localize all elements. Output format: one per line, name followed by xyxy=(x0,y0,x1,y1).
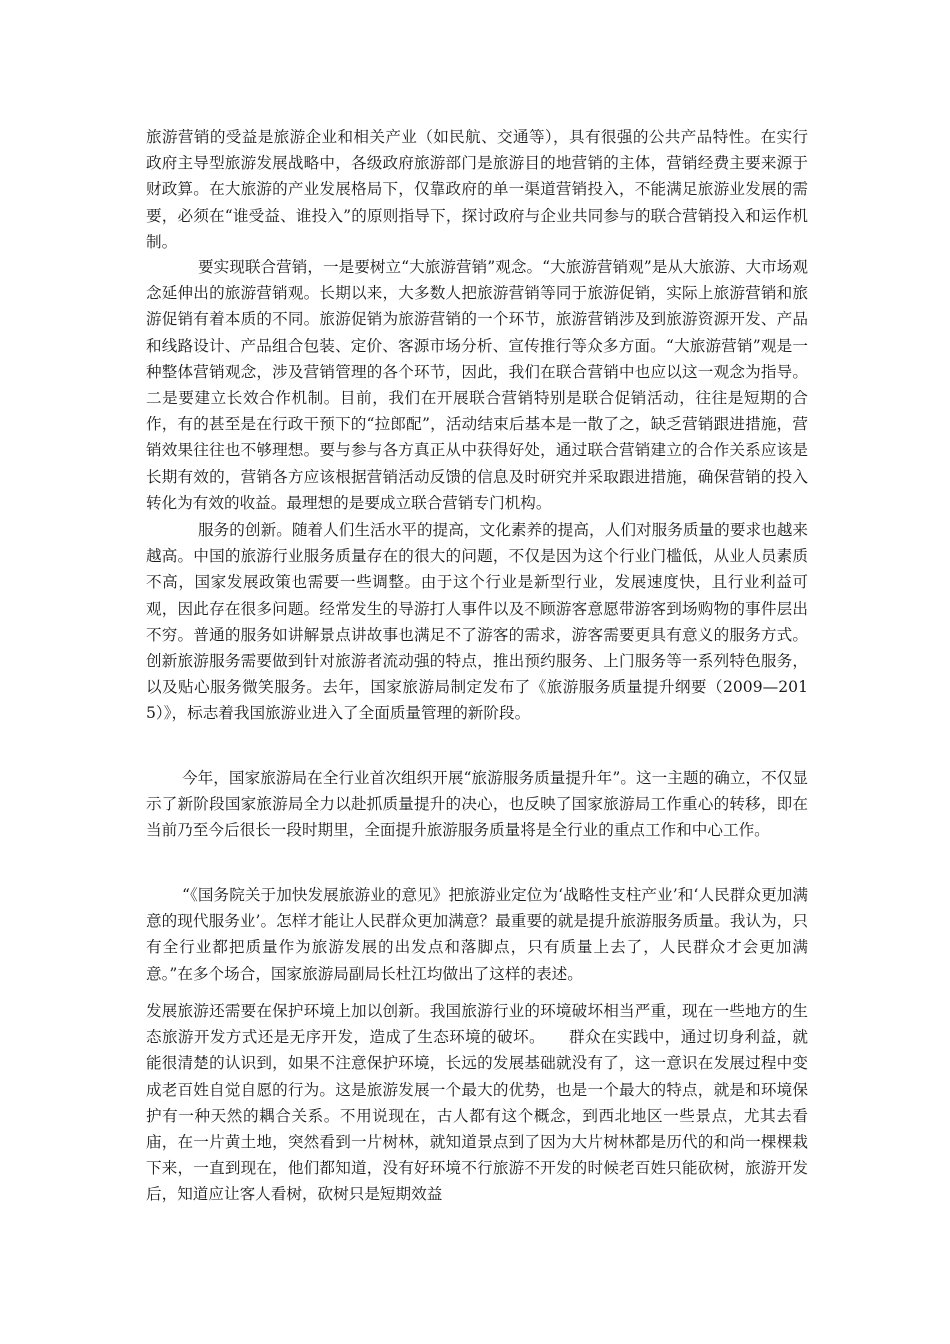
paragraph-service-quality-year: 今年，国家旅游局在全行业首次组织开展“旅游服务质量提升年”。这一主题的确立，不仅显示了新阶段国家旅游局全力以赴抓质量提升的决心，也反映了国家旅游局工作重心的转移，即在当前乃至今后很长一段时期里，全面提升旅游服务质量将是全行业的重点工作和中心工作。 xyxy=(146,769,808,840)
paragraph-quote-du-jiang: “《国务院关于加快发展旅游业的意见》把旅游业定位为‘战略性支柱产业’和‘人民群众更加满意的现代服务业’。怎样才能让人民群众更加满意？最重要的就是提升旅游服务质量。我认为，只有全行业都把质量作为旅游发展的出发点和落脚点，只有质量上去了，人民群众才会更加满意。”在多个场合，国家旅游局副局长杜江均做出了这样的表述。 xyxy=(146,886,808,983)
paragraph-joint-marketing-methods: 要实现联合营销，一是要树立“大旅游营销”观念。“大旅游营销观”是从大旅游、大市场观念延伸出的旅游营销观。长期以来，大多数人把旅游营销等同于旅游促销，实际上旅游营销和旅游促销有着本质的不同。旅游促销为旅游营销的一个环节，旅游营销涉及到旅游资源开发、产品和线路设计、产品组合包装、定价、客源市场分析、宣传推行等众多方面。“大旅游营销”观是一种整体营销观念，涉及营销管理的各个环节，因此，我们在联合营销中也应以这一观念为指导。二是要建立长效合作机制。目前，我们在开展联合营销特别是联合促销活动，往往是短期的合作，有的甚至是在行政干预下的“拉郎配”，活动结束后基本是一散了之，缺乏营销跟进措施，营销效果往往也不够理想。要与参与各方真正从中获得好处，通过联合营销建立的合作关系应该是长期有效的，营销各方应该根据营销活动反馈的信息及时研究并采取跟进措施，确保营销的投入转化为有效的收益。最理想的是要成立联合营销专门机构。 xyxy=(146,258,808,512)
paragraph-service-innovation: 服务的创新。随着人们生活水平的提高，文化素养的提高，人们对服务质量的要求也越来越高。中国的旅游行业服务质量存在的很大的问题，不仅是因为这个行业门槛低，从业人员素质不高，国家发展政策也需要一些调整。由于这个行业是新型行业，发展速度快，且行业利益可观，因此存在很多问题。经常发生的导游打人事件以及不顾游客意愿带游客到场购物的事件层出不穷。普通的服务如讲解景点讲故事也满足不了游客的需求，游客需要更具有意义的服务方式。创新旅游服务需要做到针对旅游者流动强的特点，推出预约服务、上门服务等一系列特色服务，以及贴心服务微笑服务。去年，国家旅游局制定发布了《旅游服务质量提升纲要（2009—2015）》，标志着我国旅游业进入了全面质量管理的新阶段。 xyxy=(146,521,808,723)
paragraph-environment-innovation: 发展旅游还需要在保护环境上加以创新。我国旅游行业的环境破坏相当严重，现在一些地方的生态旅游开发方式还是无序开发，造成了生态环境的破坏。 群众在实践中，通过切身利益，就能很清楚的认识到，如果不注意保护环境，长远的发展基础就没有了，这一意识在发展过程中变成老百姓自觉自愿的行为。这是旅游发展一个最大的优势，也是一个最大的特点，就是和环境保护有一种天然的耦合关系。不用说现在，古人都有这个概念，到西北地区一些景点，尤其去看庙，在一片黄土地，突然看到一片树林，就知道景点到了因为大片树林都是历代的和尚一棵棵栽下来，一直到现在，他们都知道，没有好环境不行旅游不开发的时候老百姓只能砍树，旅游开发后，知道应让客人看树，砍树只是短期效益 xyxy=(146,1002,808,1204)
paragraph-joint-marketing-intro: 旅游营销的受益是旅游企业和相关产业（如民航、交通等），具有很强的公共产品特性。在实行政府主导型旅游发展战略中，各级政府旅游部门是旅游目的地营销的主体，营销经费主要来源于财政算。在大旅游的产业发展格局下，仅靠政府的单一渠道营销投入，不能满足旅游业发展的需要，必须在“谁受益、谁投入”的原则指导下，探讨政府与企业共同参与的联合营销投入和运作机制。 xyxy=(146,128,808,251)
